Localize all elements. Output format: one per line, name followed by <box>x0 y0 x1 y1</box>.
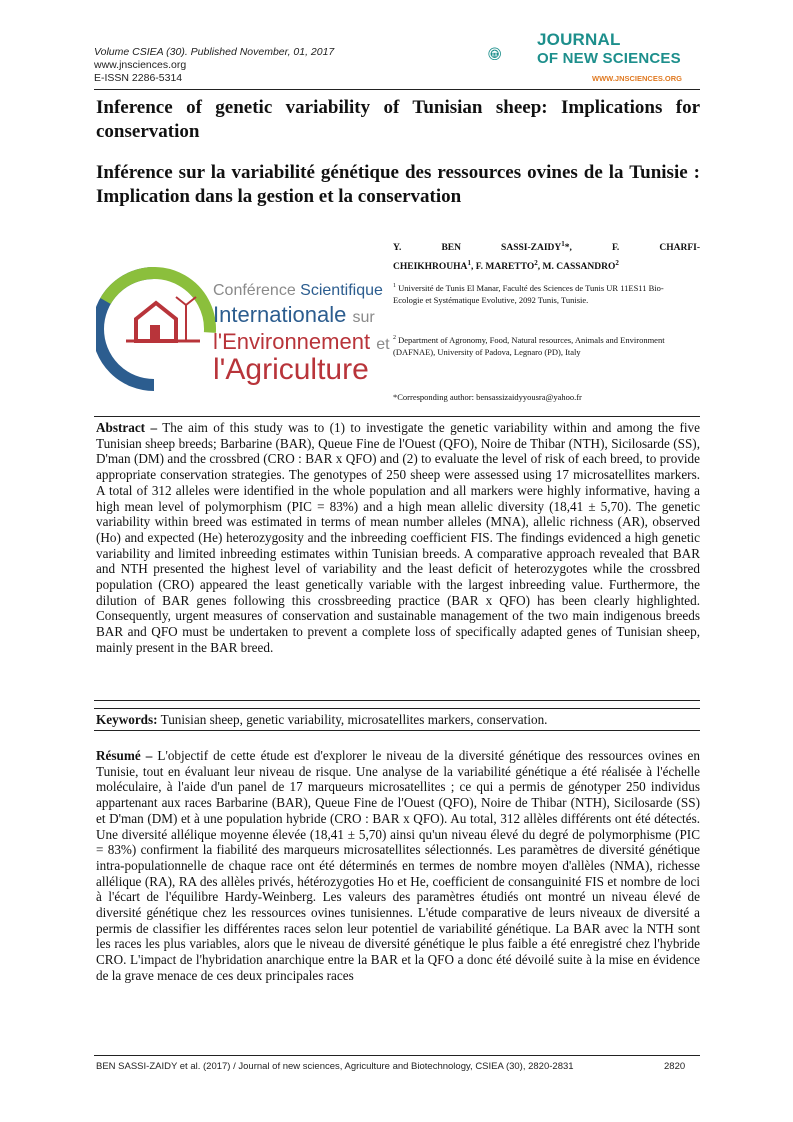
conf-word-et: et <box>376 336 390 353</box>
corresponding-author: *Corresponding author: bensassizaidyyousra@yahoo.fr <box>393 392 582 402</box>
keywords-text: Tunisian sheep, genetic variability, microsatellites markers, conservation. <box>160 712 548 727</box>
footer-citation: BEN SASSI-ZAIDY et al. (2017) / Journal of new sciences, Agriculture and Biotechnology, CSIEA (30), 2820-2831 <box>96 1061 574 1072</box>
abstract-text: The aim of this study was to (1) to investigate the genetic variability within and among the five Tunisian sheep breeds; Barbarine (BAR), Queue Fine de l'Ouest (QFO), Noire de Thibar (NTH), Sicilosarde (SS), D'man (DM) and the crossbred (CRO : BAR x QFO) and (2) to evaluate the level of risk of each breed, to provide appropriate conservation strategies. The genotypes of 250 sheep were assessed using 17 microsatellites markers. A total of 312 alleles were identified in the whole population and all markers were highly informative, having a high mean level of polymorphism (PIC = 83%) and a high mean allelic diversity (18,41 ± 5,70). The genetic variability within breed was estimated in terms of mean number alleles (MNA), allelic richness (AR), observed (Ho) and expected (He) heterozygosity and the inbreeding coefficient FIS. The findings evidenced a high genetic variability and limited inbreeding estimates within Tunisian breeds. A comparative approach revealed that BAR and NTH presented the highest level of variability and the least deficit of heterozygotes while the crossbred population (CRO) appeared the least genetically variable with the largest inbreeding value. Furthermore, the dilution of BAR genes following this crossbreeding practice (BAR x QFO) has been clearly highlighted. Consequently, urgent measures of conservation and sustainable management of the two main indigenous breeds BAR and QFO must be undertaken to prevent a complete loss of specifically adapted genes of Tunisian sheep, mainly present in the BAR breed. <box>96 420 700 655</box>
conf-word-sur: sur <box>352 309 375 326</box>
abstract-label: Abstract – <box>96 420 158 435</box>
volume-info: Volume CSIEA (30). Published November, 01, 2017 <box>94 46 335 58</box>
keywords-label: Keywords: <box>96 712 158 727</box>
page-number: 2820 <box>664 1061 686 1072</box>
affiliation-1: $^1$ Université de Tunis El Manar, Faculté des Sciences de Tunis UR 11ES11 Bio-Ecologie et Systématique Evolutive, 2092 Tunis, Tunisie. <box>393 282 664 305</box>
keywords-top-rule <box>94 708 700 709</box>
header-rule <box>94 89 700 90</box>
title-english: Inference of genetic variability of Tunisian sheep: Implications for conservation <box>96 97 700 142</box>
conf-word-environnement: l'Environnement <box>213 329 371 354</box>
conf-logo-line2 <box>213 302 375 327</box>
footer-rule <box>94 1055 700 1056</box>
abstract <box>96 420 700 656</box>
conf-logo-line4: l'Agriculture <box>213 353 369 386</box>
author-list <box>393 237 700 275</box>
author-line-2: CHEIKHROUHA$^1$, F. MARETTO$^2$, M. CASSANDRO$^2$ <box>393 259 619 273</box>
conference-logo <box>96 267 396 392</box>
journal-url: WWW.JNSCIENCES.ORG <box>592 74 683 83</box>
journal-website: www.jnsciences.org <box>94 59 187 71</box>
resume <box>96 748 700 984</box>
affiliation-2: $^2$ Department of Agronomy, Food, Natural resources, Animals and Environment (DAFNAE), University of Padova, Legnaro (PD), Italy <box>393 334 665 357</box>
author-line-1: Y. BEN SASSI-ZAIDY$^1$*, F. CHARFI- <box>393 240 700 254</box>
eissn: E-ISSN 2286-5314 <box>94 72 183 84</box>
conf-logo-line3 <box>213 329 390 354</box>
resume-label: Résumé – <box>96 748 153 763</box>
journal-name-line2: OF NEW SCIENCES <box>537 50 681 67</box>
running-header <box>94 46 334 85</box>
conf-word-internationale: Internationale <box>213 302 347 327</box>
keywords <box>96 712 700 728</box>
title-french: Inférence sur la variabilité génétique des ressources ovines de la Tunisie : Implication dans la gestion et la conservation <box>96 162 700 207</box>
journal-name-line1: JOURNAL <box>537 30 621 49</box>
conf-word-scientifique: Scientifique <box>300 282 383 299</box>
conf-logo-line1 <box>213 282 383 299</box>
journal-name <box>537 30 681 68</box>
keywords-bottom-rule <box>94 730 700 731</box>
resume-text: L'objectif de cette étude est d'explorer le niveau de la diversité génétique des ressources ovines en Tunisie, tout en évaluant leur niveau de risque. Une analyse de la variabilité génétique a été réalisée à l'échelle moléculaire, à l'aide d'un panel de 17 marqueurs microsatellites ; ce qui a permis de génotyper 250 individus appartenant aux races Barbarine (BAR), Queue Fine de l'Ouest (QFO), Noire de Thibar (NTH), Sicilosarde (SS) et D'man (DM) et à une population hybride (CRO : BAR x QFO). Au total, 312 allèles différents ont été détectés. Une diversité allélique moyenne élevée (18,41 ± 5,70) ainsi qu'un niveau élevé du degré de polymorphisme (PIC = 83%) confirment la fiabilité des marqueurs microsatellites sélectionnés. Les paramètres de diversité génétique intra-populationnelle de chaque race ont été déterminés en termes de nombre moyen d'allèles (NMA), richesse allélique (RA), RA des allèles privés, hétérozygoties Ho et He, coefficient de consanguinité FIS et nombre de loci à l'écart de l'équilibre Hardy-Weinberg. Les valeurs des paramètres étudiés ont montré un niveau élevé de diversité génétique chez les ressources ovines tunisiennes. L'étude comparative de leurs niveaux de diversité a permis de classifier les différentes races selon leur potentiel de variabilité génétique. La BAR avec la NTH sont les races les plus variables, alors que le niveau de diversité génétique le plus faible a été enregistré chez l'hybride CRO. L'impact de l'hybridation anarchique entre la BAR et la QFO a donc été dévoilé suite à la mise en évidence de la grave menace de ces deux principales races <box>96 748 701 983</box>
conf-word-conference: Conférence <box>213 282 296 299</box>
